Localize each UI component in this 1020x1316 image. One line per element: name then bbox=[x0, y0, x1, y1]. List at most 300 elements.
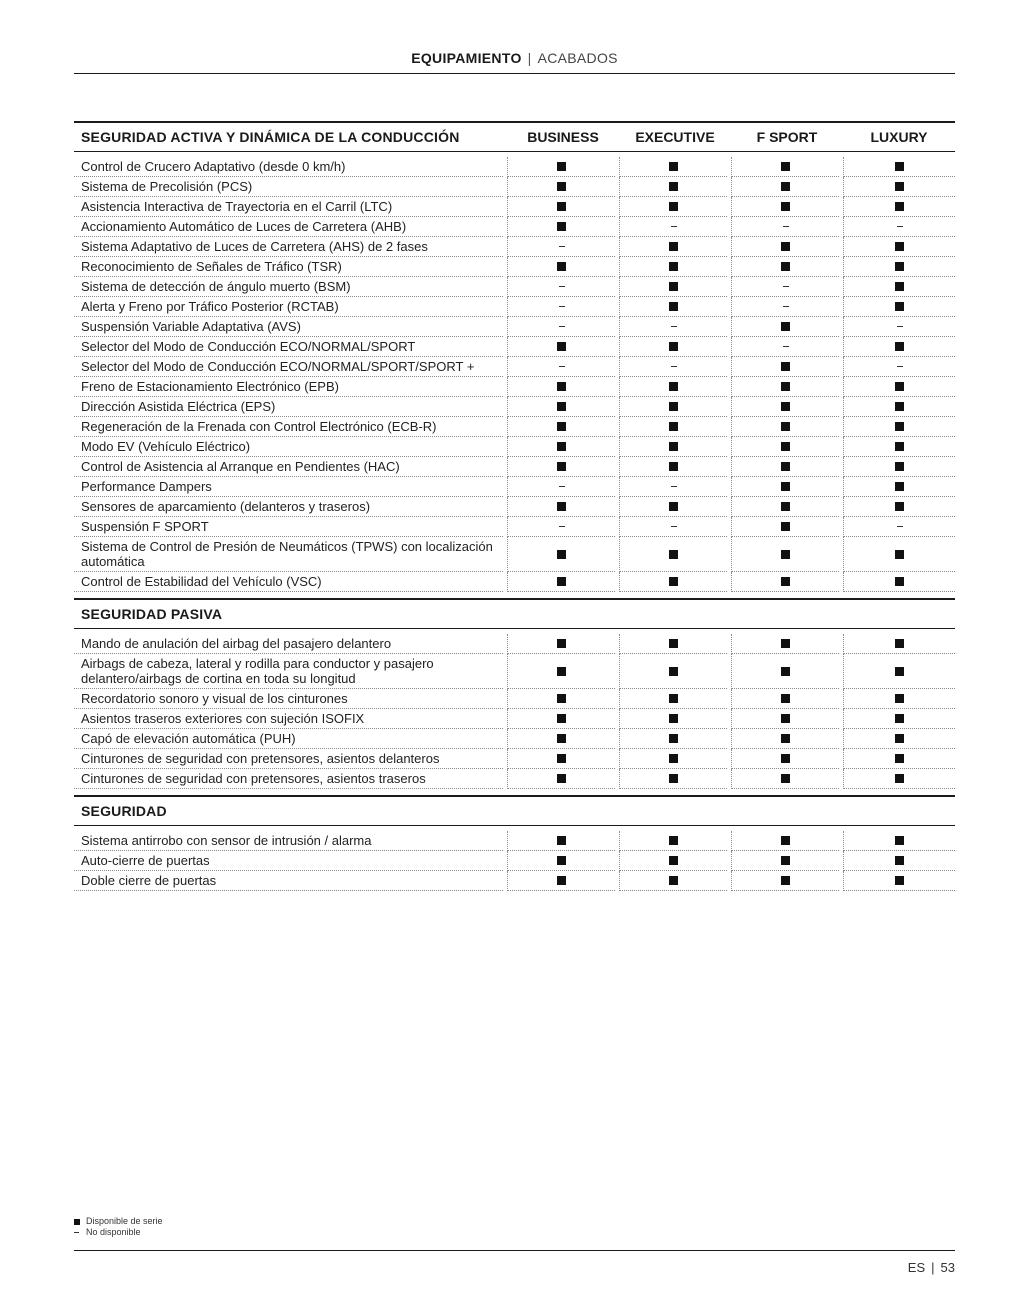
standard-mark-icon bbox=[557, 639, 566, 648]
availability-cell bbox=[843, 457, 955, 477]
availability-cell bbox=[619, 497, 727, 517]
standard-mark-icon bbox=[895, 462, 904, 471]
standard-mark-icon bbox=[895, 694, 904, 703]
footer-page: 53 bbox=[940, 1260, 955, 1275]
standard-mark-icon bbox=[895, 714, 904, 723]
availability-cell bbox=[619, 749, 727, 769]
availability-cell bbox=[619, 654, 727, 689]
section-header bbox=[74, 121, 955, 152]
standard-mark-icon bbox=[669, 282, 678, 291]
availability-cell bbox=[507, 729, 615, 749]
availability-cell bbox=[619, 157, 727, 177]
unavailable-mark-icon bbox=[671, 226, 677, 227]
header-title: EQUIPAMIENTO bbox=[411, 50, 522, 66]
standard-mark-icon bbox=[895, 282, 904, 291]
table-row bbox=[74, 437, 955, 457]
column-header: F SPORT bbox=[756, 129, 818, 145]
table-row bbox=[74, 377, 955, 397]
availability-cell bbox=[843, 851, 955, 871]
standard-mark-icon bbox=[895, 856, 904, 865]
availability-cell bbox=[619, 572, 727, 592]
standard-mark-icon bbox=[895, 402, 904, 411]
standard-mark-icon bbox=[781, 502, 790, 511]
availability-cell bbox=[731, 277, 839, 297]
standard-mark-icon bbox=[781, 182, 790, 191]
legend-text: No disponible bbox=[86, 1227, 141, 1237]
availability-cell bbox=[731, 317, 839, 337]
legend bbox=[74, 1216, 163, 1238]
feature-label: Suspensión Variable Adaptativa (AVS) bbox=[74, 317, 503, 337]
standard-mark-icon bbox=[557, 342, 566, 351]
feature-label: Mando de anulación del airbag del pasajero delantero bbox=[74, 634, 503, 654]
section-title: SEGURIDAD PASIVA bbox=[81, 606, 223, 622]
table-row bbox=[74, 831, 955, 851]
standard-mark-icon bbox=[895, 422, 904, 431]
legend-item-unavailable bbox=[74, 1227, 163, 1238]
standard-mark-icon bbox=[557, 222, 566, 231]
standard-mark-icon bbox=[781, 734, 790, 743]
standard-mark-icon bbox=[669, 402, 678, 411]
standard-mark-icon bbox=[557, 754, 566, 763]
availability-cell bbox=[507, 197, 615, 217]
standard-mark-icon bbox=[781, 262, 790, 271]
feature-label: Sistema de Control de Presión de Neumáticos (TPWS) con localización automática bbox=[74, 537, 503, 572]
standard-mark-icon bbox=[895, 667, 904, 676]
availability-cell bbox=[507, 709, 615, 729]
standard-mark-icon bbox=[781, 382, 790, 391]
feature-label: Accionamiento Automático de Luces de Carretera (AHB) bbox=[74, 217, 503, 237]
legend-text: Disponible de serie bbox=[86, 1216, 163, 1226]
standard-mark-icon bbox=[669, 242, 678, 251]
standard-mark-icon bbox=[895, 836, 904, 845]
availability-cell bbox=[731, 157, 839, 177]
availability-cell bbox=[843, 477, 955, 497]
standard-mark-icon bbox=[781, 462, 790, 471]
standard-mark-icon bbox=[781, 876, 790, 885]
availability-cell bbox=[843, 397, 955, 417]
availability-cell bbox=[619, 689, 727, 709]
availability-cell bbox=[843, 517, 955, 537]
standard-mark-icon bbox=[557, 502, 566, 511]
availability-cell bbox=[619, 517, 727, 537]
standard-mark-icon bbox=[557, 462, 566, 471]
standard-mark-icon bbox=[557, 402, 566, 411]
equipment-section bbox=[74, 121, 955, 598]
standard-mark-icon bbox=[669, 202, 678, 211]
standard-mark-icon bbox=[895, 342, 904, 351]
standard-mark-icon bbox=[557, 550, 566, 559]
availability-cell bbox=[619, 477, 727, 497]
unavailable-mark-icon bbox=[897, 326, 903, 327]
standard-mark-icon bbox=[669, 502, 678, 511]
availability-cell bbox=[843, 317, 955, 337]
standard-mark-icon bbox=[895, 502, 904, 511]
section-header bbox=[74, 598, 955, 629]
column-header: EXECUTIVE bbox=[635, 129, 715, 145]
table-row bbox=[74, 417, 955, 437]
standard-mark-icon bbox=[669, 714, 678, 723]
unavailable-mark-icon bbox=[559, 286, 565, 287]
standard-mark-icon bbox=[781, 774, 790, 783]
table-row bbox=[74, 317, 955, 337]
feature-label: Reconocimiento de Señales de Tráfico (TSR) bbox=[74, 257, 503, 277]
standard-mark-icon bbox=[557, 856, 566, 865]
feature-label: Sensores de aparcamiento (delanteros y traseros) bbox=[74, 497, 503, 517]
availability-cell bbox=[507, 851, 615, 871]
feature-label: Airbags de cabeza, lateral y rodilla para conductor y pasajero delantero/airbags de cortina en toda su longitud bbox=[74, 654, 503, 689]
feature-label: Suspensión F SPORT bbox=[74, 517, 503, 537]
availability-cell bbox=[731, 417, 839, 437]
availability-cell bbox=[619, 317, 727, 337]
availability-cell bbox=[843, 537, 955, 572]
availability-cell bbox=[619, 397, 727, 417]
footer-rule bbox=[74, 1250, 955, 1251]
availability-cell bbox=[507, 357, 615, 377]
unavailable-mark-icon bbox=[559, 526, 565, 527]
column-header: LUXURY bbox=[870, 129, 928, 145]
standard-mark-icon bbox=[895, 442, 904, 451]
footer-lang: ES bbox=[907, 1260, 926, 1275]
table-row bbox=[74, 257, 955, 277]
standard-mark-icon bbox=[895, 876, 904, 885]
availability-cell bbox=[619, 831, 727, 851]
availability-cell bbox=[731, 654, 839, 689]
availability-cell bbox=[619, 337, 727, 357]
standard-mark-icon bbox=[669, 774, 678, 783]
availability-cell bbox=[619, 437, 727, 457]
column-header: BUSINESS bbox=[527, 129, 599, 145]
availability-cell bbox=[507, 654, 615, 689]
standard-mark-icon bbox=[895, 182, 904, 191]
standard-mark-icon bbox=[895, 242, 904, 251]
standard-mark-icon bbox=[669, 442, 678, 451]
standard-mark-icon bbox=[781, 667, 790, 676]
table-row bbox=[74, 654, 955, 689]
availability-cell bbox=[619, 871, 727, 891]
availability-cell bbox=[843, 217, 955, 237]
availability-cell bbox=[619, 297, 727, 317]
availability-cell bbox=[843, 157, 955, 177]
availability-cell bbox=[619, 357, 727, 377]
standard-mark-icon bbox=[781, 442, 790, 451]
feature-label: Asientos traseros exteriores con sujeción ISOFIX bbox=[74, 709, 503, 729]
standard-mark-icon bbox=[669, 550, 678, 559]
standard-mark-icon bbox=[781, 482, 790, 491]
standard-mark-icon bbox=[557, 774, 566, 783]
footer-separator: | bbox=[931, 1260, 935, 1275]
standard-mark-icon bbox=[669, 577, 678, 586]
feature-label: Freno de Estacionamiento Electrónico (EPB) bbox=[74, 377, 503, 397]
standard-mark-icon bbox=[895, 550, 904, 559]
table-row bbox=[74, 277, 955, 297]
table-row bbox=[74, 851, 955, 871]
table-row bbox=[74, 572, 955, 592]
feature-label: Sistema Adaptativo de Luces de Carretera (AHS) de 2 fases bbox=[74, 237, 503, 257]
feature-label: Cinturones de seguridad con pretensores, asientos traseros bbox=[74, 769, 503, 789]
standard-mark-icon bbox=[557, 876, 566, 885]
legend-item-standard bbox=[74, 1216, 163, 1227]
availability-cell bbox=[843, 709, 955, 729]
availability-cell bbox=[619, 457, 727, 477]
table-row bbox=[74, 357, 955, 377]
standard-mark-icon bbox=[895, 754, 904, 763]
availability-cell bbox=[843, 197, 955, 217]
standard-mark-icon bbox=[781, 577, 790, 586]
standard-mark-icon bbox=[557, 162, 566, 171]
availability-cell bbox=[731, 337, 839, 357]
header-rule bbox=[74, 73, 955, 74]
availability-cell bbox=[731, 729, 839, 749]
availability-cell bbox=[843, 769, 955, 789]
standard-mark-icon bbox=[669, 342, 678, 351]
standard-mark-icon bbox=[669, 694, 678, 703]
standard-mark-icon bbox=[781, 322, 790, 331]
availability-cell bbox=[843, 572, 955, 592]
availability-cell bbox=[507, 749, 615, 769]
standard-mark-icon bbox=[557, 577, 566, 586]
feature-label: Sistema antirrobo con sensor de intrusión / alarma bbox=[74, 831, 503, 851]
unavailable-mark-icon bbox=[783, 286, 789, 287]
standard-mark-icon bbox=[781, 422, 790, 431]
standard-mark-icon bbox=[669, 162, 678, 171]
standard-mark-icon bbox=[557, 694, 566, 703]
unavailable-mark-icon bbox=[783, 226, 789, 227]
table-row bbox=[74, 634, 955, 654]
availability-cell bbox=[843, 357, 955, 377]
standard-mark-icon bbox=[669, 754, 678, 763]
standard-mark-icon bbox=[557, 667, 566, 676]
table-row bbox=[74, 337, 955, 357]
standard-mark-icon bbox=[781, 836, 790, 845]
equipment-section bbox=[74, 795, 955, 897]
table-row bbox=[74, 457, 955, 477]
standard-mark-icon bbox=[781, 856, 790, 865]
standard-mark-icon bbox=[895, 482, 904, 491]
standard-mark-icon bbox=[781, 714, 790, 723]
standard-mark-icon bbox=[557, 734, 566, 743]
standard-mark-icon bbox=[895, 774, 904, 783]
availability-cell bbox=[731, 457, 839, 477]
availability-cell bbox=[507, 317, 615, 337]
table-row bbox=[74, 397, 955, 417]
unavailable-mark-icon bbox=[74, 1232, 86, 1233]
availability-cell bbox=[619, 257, 727, 277]
standard-mark-icon bbox=[74, 1219, 86, 1225]
availability-cell bbox=[731, 257, 839, 277]
availability-cell bbox=[731, 497, 839, 517]
availability-cell bbox=[731, 749, 839, 769]
page-number bbox=[908, 1260, 955, 1275]
availability-cell bbox=[731, 477, 839, 497]
standard-mark-icon bbox=[895, 577, 904, 586]
standard-mark-icon bbox=[781, 550, 790, 559]
standard-mark-icon bbox=[557, 422, 566, 431]
availability-cell bbox=[843, 729, 955, 749]
availability-cell bbox=[507, 237, 615, 257]
feature-label: Modo EV (Vehículo Eléctrico) bbox=[74, 437, 503, 457]
availability-cell bbox=[843, 749, 955, 769]
availability-cell bbox=[507, 277, 615, 297]
availability-cell bbox=[843, 497, 955, 517]
standard-mark-icon bbox=[669, 836, 678, 845]
availability-cell bbox=[507, 217, 615, 237]
unavailable-mark-icon bbox=[671, 486, 677, 487]
standard-mark-icon bbox=[669, 302, 678, 311]
standard-mark-icon bbox=[557, 382, 566, 391]
availability-cell bbox=[731, 871, 839, 891]
unavailable-mark-icon bbox=[559, 326, 565, 327]
availability-cell bbox=[843, 689, 955, 709]
standard-mark-icon bbox=[669, 876, 678, 885]
section-title: SEGURIDAD ACTIVA Y DINÁMICA DE LA CONDUCCIÓN bbox=[81, 129, 460, 145]
availability-cell bbox=[843, 297, 955, 317]
feature-label: Control de Asistencia al Arranque en Pendientes (HAC) bbox=[74, 457, 503, 477]
availability-cell bbox=[731, 197, 839, 217]
standard-mark-icon bbox=[557, 836, 566, 845]
standard-mark-icon bbox=[669, 639, 678, 648]
availability-cell bbox=[507, 517, 615, 537]
feature-label: Sistema de Precolisión (PCS) bbox=[74, 177, 503, 197]
feature-label: Dirección Asistida Eléctrica (EPS) bbox=[74, 397, 503, 417]
feature-label: Asistencia Interactiva de Trayectoria en el Carril (LTC) bbox=[74, 197, 503, 217]
availability-cell bbox=[843, 831, 955, 851]
standard-mark-icon bbox=[781, 362, 790, 371]
standard-mark-icon bbox=[895, 382, 904, 391]
availability-cell bbox=[507, 257, 615, 277]
availability-cell bbox=[619, 277, 727, 297]
table-row bbox=[74, 197, 955, 217]
availability-cell bbox=[843, 177, 955, 197]
table-row bbox=[74, 177, 955, 197]
availability-cell bbox=[731, 709, 839, 729]
availability-cell bbox=[619, 177, 727, 197]
standard-mark-icon bbox=[781, 402, 790, 411]
standard-mark-icon bbox=[781, 162, 790, 171]
availability-cell bbox=[731, 297, 839, 317]
table-row bbox=[74, 537, 955, 572]
availability-cell bbox=[507, 297, 615, 317]
availability-cell bbox=[507, 572, 615, 592]
availability-cell bbox=[507, 397, 615, 417]
availability-cell bbox=[843, 654, 955, 689]
unavailable-mark-icon bbox=[559, 366, 565, 367]
availability-cell bbox=[731, 377, 839, 397]
availability-cell bbox=[731, 572, 839, 592]
table-row bbox=[74, 729, 955, 749]
availability-cell bbox=[507, 537, 615, 572]
equipment-section bbox=[74, 598, 955, 795]
availability-cell bbox=[507, 157, 615, 177]
availability-cell bbox=[619, 217, 727, 237]
feature-label: Regeneración de la Frenada con Control Electrónico (ECB-R) bbox=[74, 417, 503, 437]
availability-cell bbox=[507, 177, 615, 197]
table-row bbox=[74, 709, 955, 729]
standard-mark-icon bbox=[669, 262, 678, 271]
standard-mark-icon bbox=[895, 302, 904, 311]
availability-cell bbox=[731, 237, 839, 257]
table-row bbox=[74, 497, 955, 517]
section-title: SEGURIDAD bbox=[81, 803, 167, 819]
availability-cell bbox=[843, 634, 955, 654]
standard-mark-icon bbox=[669, 462, 678, 471]
unavailable-mark-icon bbox=[897, 366, 903, 367]
standard-mark-icon bbox=[669, 667, 678, 676]
unavailable-mark-icon bbox=[897, 526, 903, 527]
availability-cell bbox=[731, 437, 839, 457]
feature-label: Doble cierre de puertas bbox=[74, 871, 503, 891]
standard-mark-icon bbox=[669, 422, 678, 431]
availability-cell bbox=[843, 257, 955, 277]
table-row bbox=[74, 871, 955, 891]
standard-mark-icon bbox=[895, 202, 904, 211]
standard-mark-icon bbox=[781, 242, 790, 251]
availability-cell bbox=[507, 477, 615, 497]
standard-mark-icon bbox=[669, 856, 678, 865]
unavailable-mark-icon bbox=[671, 366, 677, 367]
feature-label: Control de Crucero Adaptativo (desde 0 km/h) bbox=[74, 157, 503, 177]
feature-label: Selector del Modo de Conducción ECO/NORMAL/SPORT bbox=[74, 337, 503, 357]
standard-mark-icon bbox=[781, 639, 790, 648]
availability-cell bbox=[507, 337, 615, 357]
table-row bbox=[74, 769, 955, 789]
feature-label: Selector del Modo de Conducción ECO/NORMAL/SPORT/SPORT + bbox=[74, 357, 503, 377]
availability-cell bbox=[619, 709, 727, 729]
standard-mark-icon bbox=[557, 442, 566, 451]
header-separator: | bbox=[527, 50, 532, 66]
unavailable-mark-icon bbox=[559, 246, 565, 247]
section-header bbox=[74, 795, 955, 826]
standard-mark-icon bbox=[557, 714, 566, 723]
availability-cell bbox=[843, 437, 955, 457]
availability-cell bbox=[731, 537, 839, 572]
standard-mark-icon bbox=[669, 182, 678, 191]
table-row bbox=[74, 157, 955, 177]
availability-cell bbox=[843, 277, 955, 297]
availability-cell bbox=[731, 177, 839, 197]
feature-label: Capó de elevación automática (PUH) bbox=[74, 729, 503, 749]
standard-mark-icon bbox=[557, 182, 566, 191]
feature-label: Alerta y Freno por Tráfico Posterior (RCTAB) bbox=[74, 297, 503, 317]
standard-mark-icon bbox=[669, 734, 678, 743]
unavailable-mark-icon bbox=[559, 486, 565, 487]
availability-cell bbox=[731, 769, 839, 789]
feature-label: Performance Dampers bbox=[74, 477, 503, 497]
availability-cell bbox=[507, 871, 615, 891]
standard-mark-icon bbox=[895, 162, 904, 171]
availability-cell bbox=[619, 417, 727, 437]
availability-cell bbox=[731, 689, 839, 709]
availability-cell bbox=[619, 197, 727, 217]
unavailable-mark-icon bbox=[897, 226, 903, 227]
table-row bbox=[74, 689, 955, 709]
standard-mark-icon bbox=[557, 202, 566, 211]
unavailable-mark-icon bbox=[783, 346, 789, 347]
feature-label: Cinturones de seguridad con pretensores, asientos delanteros bbox=[74, 749, 503, 769]
availability-cell bbox=[843, 417, 955, 437]
availability-cell bbox=[507, 377, 615, 397]
availability-cell bbox=[507, 497, 615, 517]
table-row bbox=[74, 749, 955, 769]
availability-cell bbox=[507, 689, 615, 709]
standard-mark-icon bbox=[895, 734, 904, 743]
availability-cell bbox=[619, 377, 727, 397]
feature-label: Auto-cierre de puertas bbox=[74, 851, 503, 871]
unavailable-mark-icon bbox=[559, 306, 565, 307]
page-header bbox=[74, 50, 955, 66]
table-row bbox=[74, 477, 955, 497]
unavailable-mark-icon bbox=[783, 306, 789, 307]
availability-cell bbox=[619, 537, 727, 572]
